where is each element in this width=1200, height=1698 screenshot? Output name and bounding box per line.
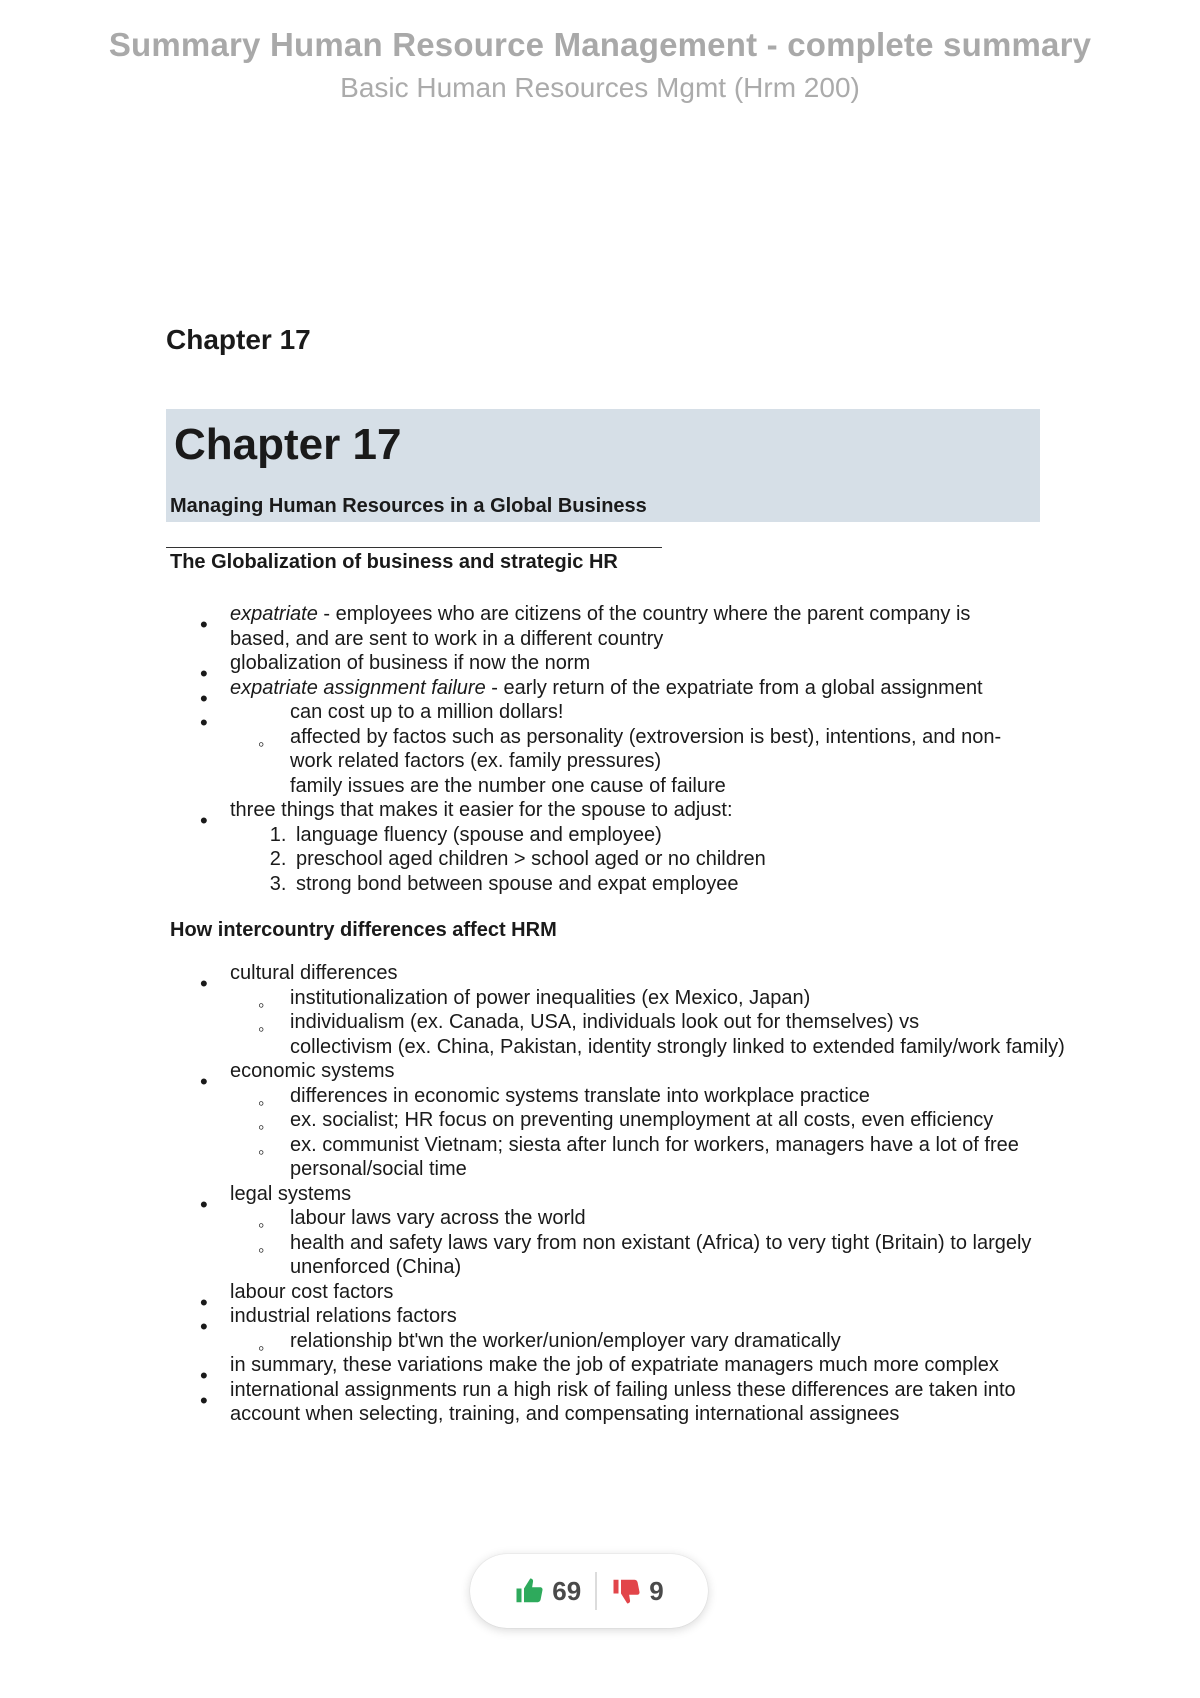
sub-list-item xyxy=(230,725,1066,774)
term-definition: - early return of the expatriate from a global assignment xyxy=(485,676,983,699)
sub-item-text: collectivism (ex. China, Pakistan, identity strongly linked to extended family/work family) xyxy=(290,1035,1065,1058)
upvote-count: 69 xyxy=(552,1575,582,1606)
list-item: • international assignments run a high risk of failing unless these differences are taken into account when selecting, training, and compensating international assignees xyxy=(166,1378,1066,1427)
term-assignment-failure: expatriate assignment failure xyxy=(230,676,486,699)
list-item xyxy=(166,700,1066,798)
section-heading-globalization: The Globalization of business and strategic HR xyxy=(170,551,618,573)
sub-item-text: • can cost up to a million dollars! xyxy=(290,701,564,723)
upvote-button[interactable] xyxy=(500,1576,595,1607)
list-item xyxy=(166,676,1066,701)
section-heading-intercountry: How intercountry differences affect HRM xyxy=(170,919,557,941)
page-heading: Chapter 17 xyxy=(166,324,311,355)
sub-list-item: ◦ health and safety laws vary from non existant (Africa) to very tight (Britain) to largely unenforced (China) xyxy=(230,1231,1066,1280)
downvote-button[interactable] xyxy=(597,1576,677,1607)
list-item xyxy=(166,1059,1066,1182)
numbered-item: 3. strong bond between spouse and expat employee xyxy=(292,872,1066,897)
document-page xyxy=(166,320,1066,1425)
chapter-subtitle: Managing Human Resources in a Global Business xyxy=(170,495,647,517)
sub-list-item: ◦ labour laws vary across the world xyxy=(230,1206,1066,1231)
sub-list-item xyxy=(230,1010,1066,1059)
sub-list-item: ◦ ex. socialist; HR focus on preventing unemployment at all costs, even efficiency xyxy=(230,1108,1066,1133)
chapter-title: Chapter 17 xyxy=(174,420,402,469)
list-item xyxy=(166,961,1066,1059)
sub-list-item: ◦ relationship bt'wn the worker/union/employer vary dramatically xyxy=(230,1329,1066,1354)
sub-list-item: ◦ differences in economic systems translate into workplace practice xyxy=(230,1084,1066,1109)
sub-item-text: individualism (ex. Canada, USA, individuals look out for themselves) vs xyxy=(290,1011,920,1033)
document-title: Summary Human Resource Management - complete summary xyxy=(108,26,1092,63)
list-item: • labour cost factors xyxy=(166,1280,1066,1305)
sub-list-item: ◦ institutionalization of power inequalities (ex Mexico, Japan) xyxy=(230,986,1066,1011)
intercountry-list xyxy=(166,961,1066,1427)
chapter-banner xyxy=(166,409,1040,522)
numbered-item: 2. preschool aged children > school aged or no children xyxy=(292,847,1066,872)
sub-list-item: ◦ ex. communist Vietnam; siesta after lunch for workers, managers have a lot of free personal/social time xyxy=(230,1133,1066,1182)
list-item-text: legal systems xyxy=(230,1182,352,1205)
downvote-count: 9 xyxy=(649,1575,664,1606)
list-item-text: economic systems xyxy=(230,1060,395,1082)
sub-item-text: family issues are the number one cause of failure xyxy=(290,774,726,797)
document-header xyxy=(0,22,1200,108)
globalization-list xyxy=(166,602,1066,896)
list-item-text: industrial relations factors xyxy=(230,1305,457,1327)
list-item-text: three things that makes it easier for the spouse to adjust: xyxy=(230,799,733,821)
list-item xyxy=(166,1182,1066,1280)
list-item-text: cultural differences xyxy=(230,962,398,984)
term-expatriate: expatriate xyxy=(230,603,318,625)
list-item xyxy=(166,798,1066,896)
numbered-item: 1. language fluency (spouse and employee) xyxy=(292,823,1066,848)
thumbs-down-icon xyxy=(611,1576,641,1606)
list-item xyxy=(166,1304,1066,1353)
sub-item-text: affected by factos such as personality (extroversion is best), intentions, and non-work related factors (ex. family pressures) xyxy=(290,725,1002,772)
list-item xyxy=(166,602,1066,651)
vote-bar xyxy=(470,1554,708,1628)
list-item: • in summary, these variations make the job of expatriate managers much more complex xyxy=(166,1353,1066,1378)
course-name: Basic Human Resources Mgmt (Hrm 200) xyxy=(340,72,860,103)
thumbs-up-icon xyxy=(514,1576,544,1606)
term-definition: - employees who are citizens of the country where the parent company is based, and are sent to work in a different country xyxy=(230,603,971,650)
list-item: • globalization of business if now the norm xyxy=(166,651,1066,676)
